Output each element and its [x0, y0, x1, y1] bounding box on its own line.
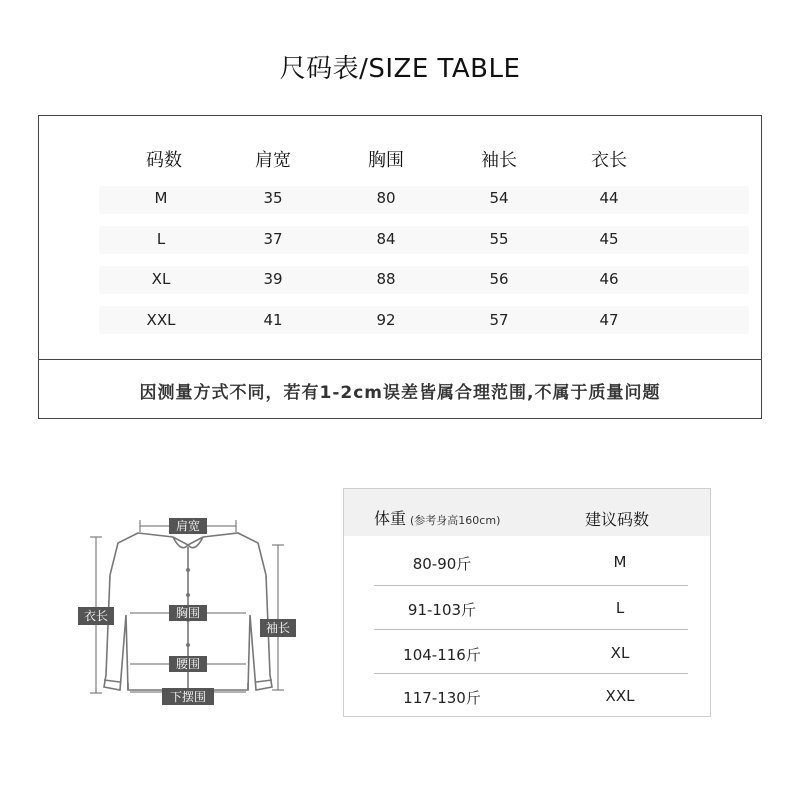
size-cell: 88	[376, 270, 396, 288]
header-length: 衣长	[591, 150, 627, 171]
size-cell: 54	[489, 189, 509, 207]
size-cell: 55	[489, 230, 509, 248]
shirt-measurement-diagram	[78, 515, 298, 710]
header-shoulder: 肩宽	[255, 150, 291, 171]
header-chest: 胸围	[368, 150, 404, 171]
row-band	[99, 186, 749, 214]
size-cell: XL	[610, 644, 630, 662]
size-table	[38, 115, 762, 419]
row-band	[99, 266, 749, 294]
size-cell: 57	[489, 311, 509, 329]
size-cell: 46	[599, 270, 619, 288]
divider	[39, 359, 761, 360]
size-cell: XXL	[146, 311, 176, 329]
measurement-note: 因测量方式不同，若有1-2cm误差皆属合理范围,不属于质量问题	[139, 383, 661, 403]
size-cell: 84	[376, 230, 396, 248]
row-divider	[374, 629, 688, 630]
sleeve-label: 袖长	[265, 621, 291, 635]
length-label: 衣长	[83, 609, 109, 623]
header-weight-label: 体重	[374, 509, 407, 528]
size-cell: 47	[599, 311, 619, 329]
size-cell: 44	[599, 189, 619, 207]
row-band	[99, 226, 749, 254]
size-cell: XL	[151, 270, 171, 288]
row-divider	[374, 585, 688, 586]
size-cell: 39	[263, 270, 283, 288]
size-cell: M	[613, 553, 627, 571]
row-band	[99, 306, 749, 334]
row-divider	[374, 673, 688, 674]
size-cell: L	[615, 599, 625, 617]
size-cell: M	[154, 189, 168, 207]
hem-label: 下摆围	[169, 690, 207, 704]
size-cell: XXL	[605, 687, 635, 705]
weight-cell: 104-116斤	[403, 646, 481, 664]
size-cell: 35	[263, 189, 283, 207]
size-cell: 80	[376, 189, 396, 207]
header-weight-note: (参考身高160cm)	[410, 514, 501, 527]
size-cell: 37	[263, 230, 283, 248]
size-cell: 56	[489, 270, 509, 288]
size-cell: L	[156, 230, 166, 248]
waist-label: 腰围	[175, 657, 201, 671]
header-recommended-size: 建议码数	[584, 510, 650, 529]
size-cell: 41	[263, 311, 283, 329]
weight-cell: 117-130斤	[403, 689, 481, 707]
chest-label: 胸围	[175, 606, 201, 620]
header-sleeve: 袖长	[481, 150, 517, 171]
size-cell: 45	[599, 230, 619, 248]
weight-cell: 91-103斤	[407, 601, 477, 619]
size-cell: 92	[376, 311, 396, 329]
header-weight	[374, 506, 500, 529]
page-title: 尺码表/SIZE TABLE	[279, 54, 521, 84]
recommendation-table	[343, 488, 711, 717]
weight-cell: 80-90斤	[412, 555, 472, 573]
shoulder-label: 肩宽	[175, 519, 201, 533]
header-size: 码数	[146, 150, 182, 171]
